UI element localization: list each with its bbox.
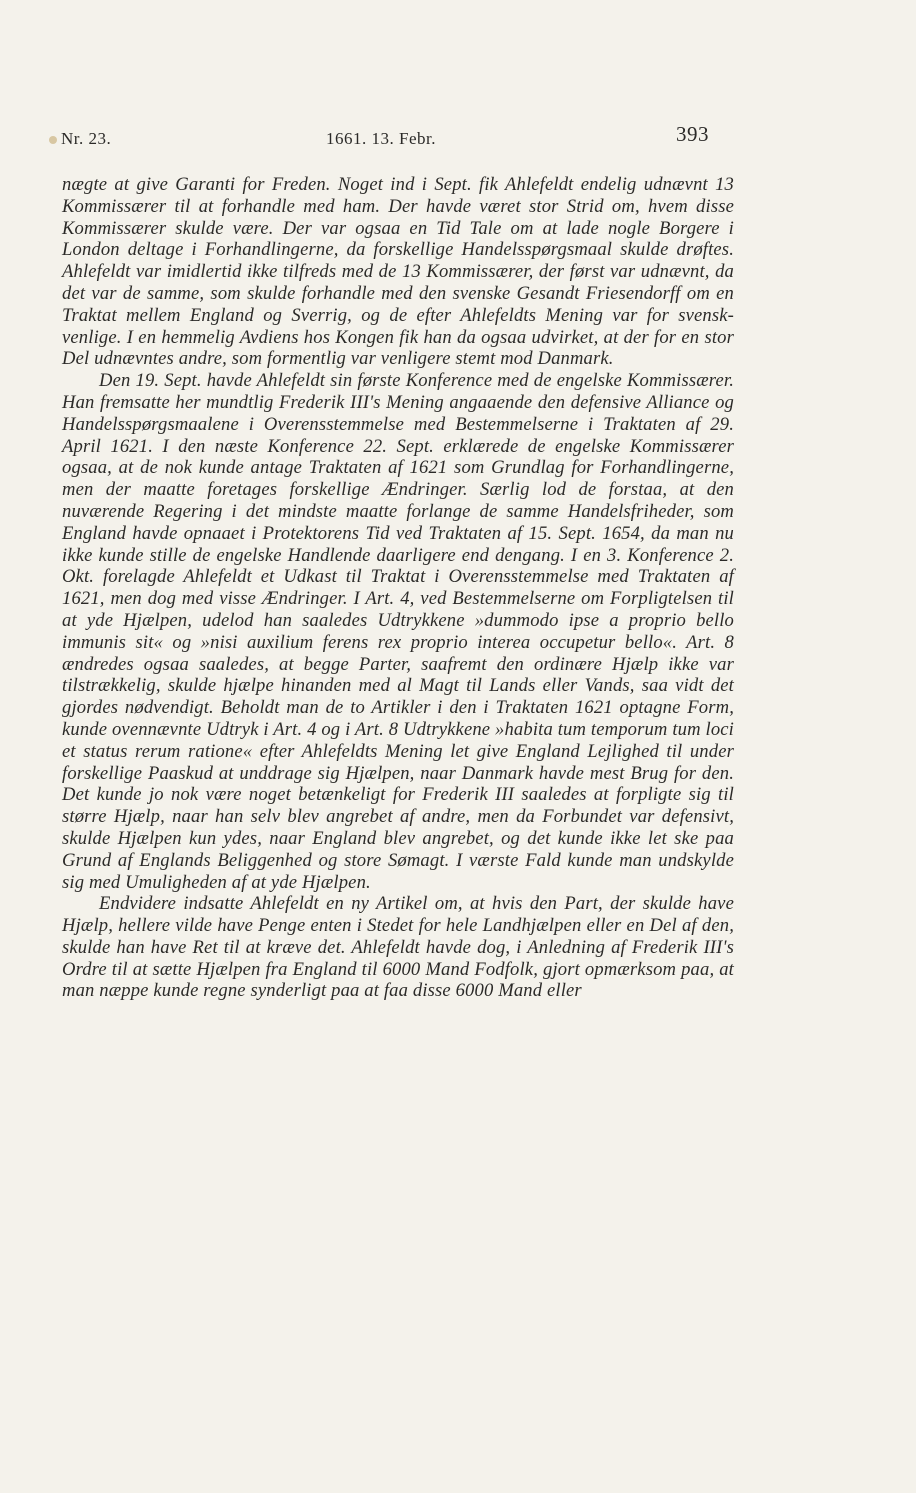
body-text [62, 174, 734, 1002]
page-number: 393 [676, 122, 709, 146]
document-number [49, 129, 111, 149]
paragraph-3: Endvidere indsatte Ahlefeldt en ny Artikel om, at hvis den Part, der skulde have Hjælp, hellere vilde have Penge enten i Stedet for hele Landhjælpen eller en Del af den, skulde han have Ret til at kræve det. Ahlefeldt havde dog, i Anledning af Frederik III's Ordre til at sætte Hjælpen fra England til 6000 Mand Fodfolk, gjort opmærksom paa, at man næppe kunde regne synderligt paa at faa disse 6000 Mand eller [62, 893, 734, 1002]
document-date: 1661. 13. Febr. [326, 129, 436, 148]
paragraph-1: nægte at give Garanti for Freden. Noget ind i Sept. fik Ahlefeldt endelig udnævnt 13 Kommissærer til at forhandle med ham. Der havde været stor Strid om, hvem disse Kommissærer skulde være. Der var ogsaa en Tid Tale om at lade nogle Borgere i London deltage i Forhandlingerne, da forskellige Handelsspørgsmaal skulde drøftes. Ahlefeldt var imidlertid ikke tilfreds med de 13 Kommissærer, der først var udnævnt, da det var de samme, som skulde forhandle med den svenske Gesandt Friesendorff om en Traktat mellem England og Sverrig, og de efter Ahlefeldts Mening var for svensk-venlige. I en hemmelig Avdiens hos Kongen fik han da ogsaa udvirket, at der for en stor Del udnævntes andre, som formentlig var venligere stemt mod Danmark. [62, 174, 734, 370]
running-head [40, 118, 840, 154]
paragraph-2: Den 19. Sept. havde Ahlefeldt sin første Konference med de engelske Kommissærer. Han fremsatte her mundtlig Frederik III's Mening angaaende den defensive Alliance og Handelsspørgsmaalene i Overensstemmelse med Bestemmelserne i Traktaten af 29. April 1621. I den næste Konference 22. Sept. erklærede de engelske Kommissærer ogsaa, at de nok kunde antage Traktaten af 1621 som Grundlag for Forhandlingerne, men der maatte foretages forskellige Ændringer. Særlig lod de forstaa, at den nuværende Regering i det mindste maatte forlange de samme Handelsfriheder, som England havde opnaaet i Protektorens Tid ved Traktaten af 15. Sept. 1654, da man nu ikke kunde stille de engelske Handlende daarligere end dengang. I en 3. Konference 2. Okt. forelagde Ahlefeldt et Udkast til Traktat i Overensstemmelse med Traktaten af 1621, men dog med visse Ændringer. I Art. 4, ved Bestemmelserne om Forpligtelsen til at yde Hjælpen, udelod han saaledes Udtrykkene »dummodo ipse a proprio bello immunis sit« og »nisi auxilium ferens rex proprio interea occupetur bello«. Art. 8 ændredes ogsaa saaledes, at begge Parter, saafremt den ordinære Hjælp ikke var tilstrækkelig, skulde hjælpe hinanden med al Magt til Lands eller Vands, saa vidt det gjordes nødvendigt. Beholdt man de to Artikler i den i Traktaten 1621 optagne Form, kunde ovennævnte Udtryk i Art. 4 og i Art. 8 Udtrykkene »habita tum temporum tum loci et status rerum ratione« efter Ahlefeldts Mening let give England Lejlighed til under forskellige Paaskud at unddrage sig Hjælpen, naar Danmark havde mest Brug for den. Det kunde jo nok være noget betænkeligt for Frederik III saaledes at forpligte sig til større Hjælp, naar han selv blev angrebet af andre, men da Forbundet var defensivt, skulde Hjælpen kun ydes, naar England blev angrebet, og det kunde ikke let ske paa Grund af Englands Beliggenhed og store Sømagt. I værste Fald kunde man undskylde sig med Umuligheden af at yde Hjælpen. [62, 370, 734, 893]
document-number-text: Nr. 23. [61, 129, 112, 148]
ink-spot-icon [49, 136, 57, 144]
